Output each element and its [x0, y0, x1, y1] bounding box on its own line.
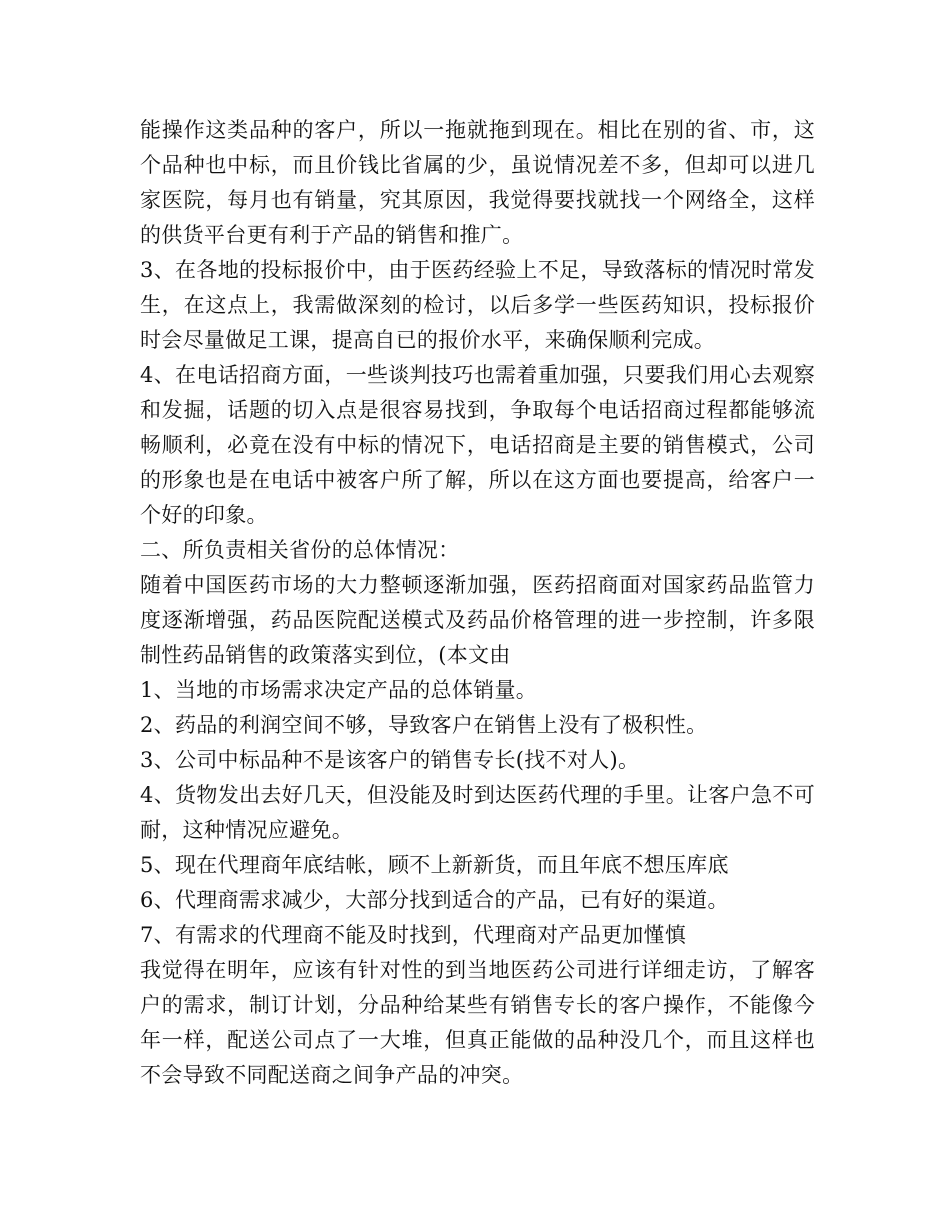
list-item: 2、药品的利润空间不够，导致客户在销售上没有了极积性。 [140, 713, 708, 737]
list-item: 4、货物发出去好几天，但没能及时到达医药代理的手里。让客户急不可耐，这种情况应避免。 [140, 783, 815, 842]
paragraph: 我觉得在明年，应该有针对性的到当地医药公司进行详细走访，了解客户的需求，制订计划，分品种给某些有销售专长的客户操作，不能像今年一样，配送公司点了一大堆，但真正能做的品种没几个，而且这样也不会导致不同配送商之间争产品的冲突。 [140, 958, 815, 1087]
paragraph: 随着中国医药市场的大力整顿逐渐加强，医药招商面对国家药品监管力度逐渐增强，药品医院配送模式及药品价格管理的进一步控制，许多限制性药品销售的政策落实到位，(本文由 [140, 573, 815, 667]
paragraph: 能操作这类品种的客户，所以一拖就拖到现在。相比在别的省、市，这个品种也中标，而且价钱比省属的少，虽说情况差不多，但却可以进几家医院，每月也有销量，究其原因，我觉得要找就找一个网络全，这样的供货平台更有利于产品的销售和推广。 [140, 118, 815, 247]
list-item: 5、现在代理商年底结帐，顾不上新新货，而且年底不想压库底 [140, 853, 729, 877]
paragraph: 3、在各地的投标报价中，由于医药经验上不足，导致落标的情况时常发生，在这点上，我需做深刻的检讨，以后多学一些医药知识，投标报价时会尽量做足工课，提高自已的报价水平，来确保顺利完成。 [140, 258, 815, 352]
section-heading: 二、所负责相关省份的总体情况： [140, 538, 460, 562]
list-item: 3、公司中标品种不是该客户的销售专长(找不对人)。 [140, 748, 640, 772]
list-item: 6、代理商需求减少，大部分找到适合的产品，已有好的渠道。 [140, 888, 729, 912]
list-item: 7、有需求的代理商不能及时找到，代理商对产品更加慬慎 [140, 923, 687, 947]
list-item: 1、当地的市场需求决定产品的总体销量。 [140, 678, 538, 702]
document-body [140, 113, 815, 1093]
paragraph: 4、在电话招商方面，一些谈判技巧也需着重加强，只要我们用心去观察和发掘，话题的切入点是很容易找到，争取每个电话招商过程都能够流畅顺利，必竟在没有中标的情况下，电话招商是主要的销售模式，公司的形象也是在电话中被客户所了解，所以在这方面也要提高，给客户一个好的印象。 [140, 363, 815, 527]
